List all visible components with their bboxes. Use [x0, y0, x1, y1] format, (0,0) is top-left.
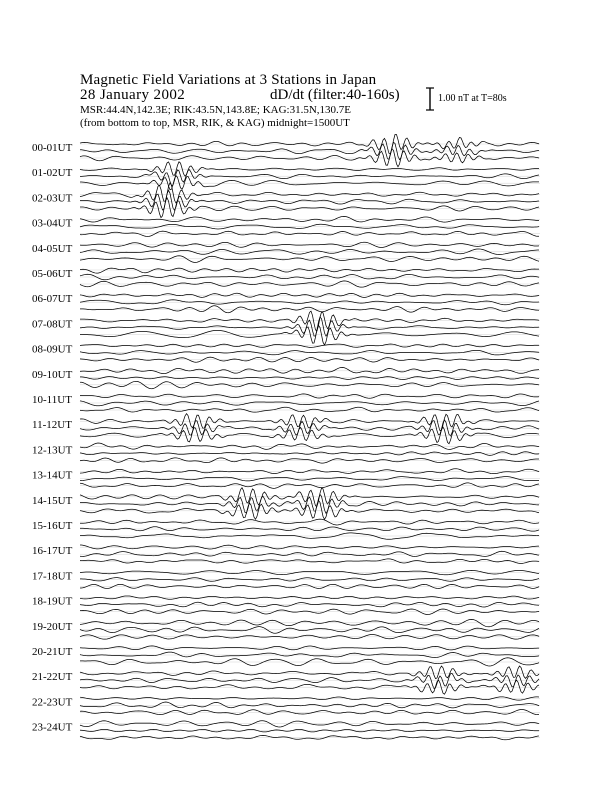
- hour-label: 17-18UT: [32, 570, 73, 583]
- hour-label: 05-06UT: [32, 268, 73, 280]
- trace-kag: [80, 469, 539, 474]
- trace-kag: [80, 666, 539, 679]
- hour-label: 16-17UT: [32, 545, 73, 558]
- hour-label: 01-02UT: [32, 167, 73, 180]
- hour-label: 18-19UT: [32, 595, 73, 608]
- trace-kag: [80, 570, 539, 574]
- hour-label: 14-15UT: [32, 494, 73, 507]
- hour-label: 12-13UT: [32, 444, 73, 457]
- trace-msr: [80, 149, 539, 167]
- hour-label: 20-21UT: [32, 646, 73, 658]
- hour-label: 21-22UT: [32, 671, 73, 684]
- hour-label: 08-09UT: [32, 343, 73, 356]
- station-order-note: (from bottom to top, MSR, RIK, & KAG) midnight=1500UT: [80, 117, 350, 129]
- trace-kag: [80, 367, 539, 373]
- trace-kag: [80, 183, 539, 203]
- chart-filter-info: dD/dt (filter:40-160s): [270, 87, 400, 103]
- hour-label: 13-14UT: [32, 469, 73, 482]
- hour-label: 11-12UT: [32, 419, 72, 432]
- station-coordinates: MSR:44.4N,142.3E; RIK:43.5N,143.8E; KAG:31.5N,130.7E: [80, 104, 352, 116]
- trace-kag: [80, 162, 539, 176]
- trace-kag: [80, 216, 539, 222]
- trace-rik: [80, 652, 539, 657]
- trace-msr: [80, 407, 539, 412]
- trace-msr: [80, 231, 539, 236]
- trace-rik: [80, 551, 539, 556]
- trace-msr: [80, 381, 539, 388]
- hour-label: 00-01UT: [32, 142, 73, 154]
- trace-msr: [80, 710, 539, 715]
- chart-title: Magnetic Field Variations at 3 Stations in Japan: [80, 72, 377, 88]
- trace-rik: [80, 377, 539, 380]
- hour-label: 22-23UT: [32, 696, 73, 709]
- hour-label: 10-11UT: [32, 394, 72, 406]
- trace-rik: [80, 401, 539, 406]
- trace-kag: [80, 721, 539, 727]
- scale-bar: [426, 88, 434, 110]
- hour-label: 04-05UT: [32, 242, 73, 255]
- trace-msr: [80, 256, 539, 263]
- trace-msr: [80, 176, 539, 190]
- trace-kag: [80, 619, 539, 626]
- trace-msr: [80, 325, 539, 345]
- trace-msr: [80, 427, 539, 444]
- chart-date: 28 January 2002: [80, 87, 186, 103]
- hour-label: 15-16UT: [32, 520, 73, 532]
- hour-label: 23-24UT: [32, 721, 73, 734]
- trace-kag: [80, 545, 539, 549]
- hour-label: 03-04UT: [32, 217, 73, 230]
- hour-label: 06-07UT: [32, 293, 73, 306]
- hour-label: 02-03UT: [32, 192, 73, 205]
- hour-label: 19-20UT: [32, 620, 73, 633]
- trace-kag: [80, 443, 539, 449]
- trace-kag: [80, 293, 539, 297]
- hour-label: 07-08UT: [32, 318, 73, 331]
- trace-msr: [80, 609, 539, 615]
- trace-rik: [80, 702, 539, 708]
- scale-bar-label: 1.00 nT at T=80s: [438, 93, 507, 104]
- trace-kag: [80, 268, 539, 273]
- hour-label: 09-10UT: [32, 368, 73, 381]
